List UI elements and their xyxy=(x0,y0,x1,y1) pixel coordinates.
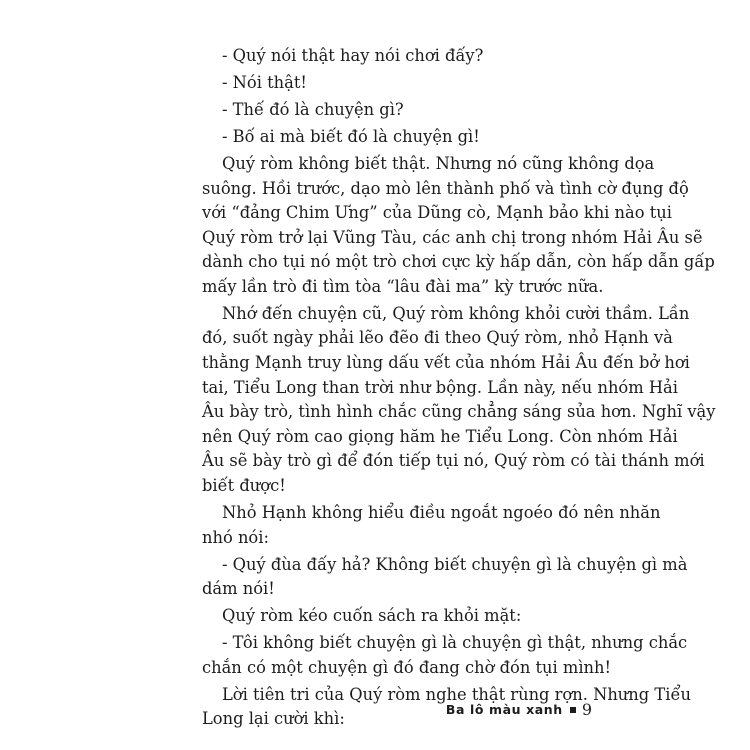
text-line: mấy lần trò đi tìm tòa “lâu đài ma” kỳ trước nữa. xyxy=(202,276,604,296)
text-line: - Tôi không biết chuyện gì là chuyện gì thật, nhưng chắc xyxy=(222,633,688,653)
text-line: Quý ròm kéo cuốn sách ra khỏi mặt: xyxy=(222,606,522,626)
text-line: - Quý nói thật hay nói chơi đấy? xyxy=(222,46,484,65)
text-line: - Bố ai mà biết đó là chuyện gì! xyxy=(222,126,480,146)
text-line: Long lại cười khì: xyxy=(202,709,345,729)
text-line: - Quý đùa đấy hả? Không biết chuyện gì là chuyện gì mà xyxy=(222,554,688,574)
text-line: thằng Mạnh truy lùng dấu vết của nhóm Hải Âu đến bở hơi xyxy=(202,353,690,373)
running-title: Ba lô màu xanh xyxy=(445,702,563,717)
text-line: đó, suốt ngày phải lẽo đẽo đi theo Quý ròm, nhỏ Hạnh và xyxy=(202,328,673,348)
page-number: 9 xyxy=(581,700,592,719)
text-line: Quý ròm trở lại Vũng Tàu, các anh chị trong nhóm Hải Âu sẽ xyxy=(202,227,703,247)
text-line: Âu bày trò, tình hình chắc cũng chẳng sáng sủa hơn. Nghĩ vậy xyxy=(202,402,716,422)
text-line: Âu sẽ bày trò gì để đón tiếp tụi nó, Quý ròm có tài thánh mới xyxy=(202,451,705,471)
text-line: dành cho tụi nó một trò chơi cực kỳ hấp dẫn, còn hấp dẫn gấp xyxy=(202,252,715,272)
square-bullet-icon xyxy=(570,707,576,713)
text-line: - Thế đó là chuyện gì? xyxy=(222,99,404,119)
text-line: Nhớ đến chuyện cũ, Quý ròm không khỏi cười thầm. Lần xyxy=(222,303,690,323)
text-line: với “đảng Chim Ưng” của Dũng cò, Mạnh bảo khi nào tụi xyxy=(202,203,672,223)
text-line: dám nói! xyxy=(202,579,275,599)
text-line: suông. Hồi trước, dạo mò lên thành phố và tình cờ đụng độ xyxy=(202,178,689,198)
page-footer xyxy=(446,700,592,719)
text-line: Nhỏ Hạnh không hiểu điều ngoắt ngoéo đó nên nhăn xyxy=(222,503,661,523)
text-line: biết được! xyxy=(202,476,286,496)
text-line: chắn có một chuyện gì đó đang chờ đón tụi mình! xyxy=(202,657,612,677)
text-line: Lời tiên tri của Quý ròm nghe thật rùng rợn. Nhưng Tiểu xyxy=(222,684,691,704)
text-line: nên Quý ròm cao giọng hăm he Tiểu Long. Còn nhóm Hải xyxy=(202,426,678,446)
text-line: tai, Tiểu Long than trời như bộng. Lần này, nếu nhóm Hải xyxy=(202,377,678,397)
text-line: Quý ròm không biết thật. Nhưng nó cũng không dọa xyxy=(222,153,655,173)
body-text xyxy=(202,44,716,732)
text-line: - Nói thật! xyxy=(222,72,307,92)
text-line: nhó nói: xyxy=(202,527,269,547)
